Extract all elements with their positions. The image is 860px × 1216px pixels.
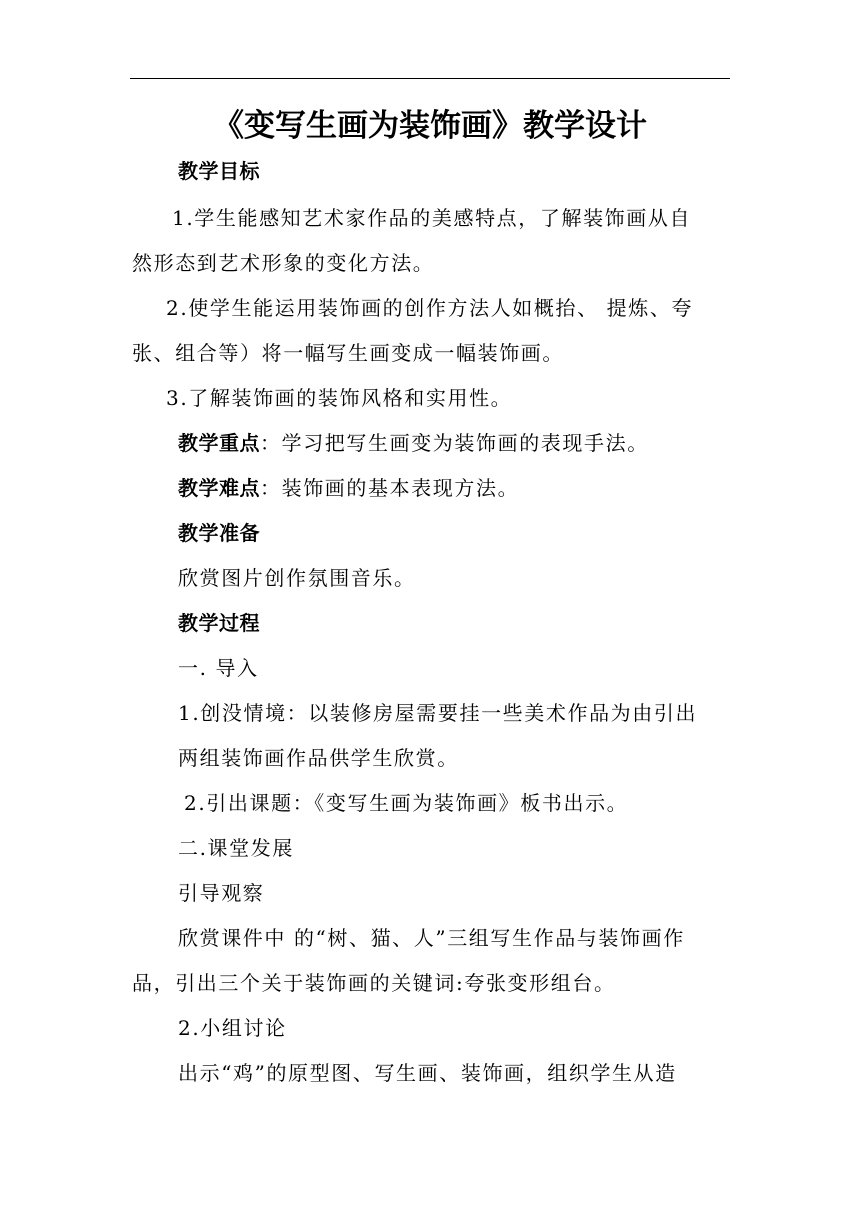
difficulty-label: 教学难点 [178, 476, 260, 500]
group-discussion: 2.小组讨论 [178, 1016, 287, 1040]
section-1-heading: 一. 导入 [178, 656, 259, 680]
objective-2-line-2: 张、组合等）将一幅写生画变成一幅装饰画。 [132, 341, 564, 365]
step-1-line-1: 1.创没情境：以装修房屋需要挂一些美术作品为由引出 [178, 701, 698, 725]
document-title: 《变写生画为装饰画》教学设计 [213, 108, 647, 144]
process-heading: 教学过程 [178, 611, 260, 635]
header-rule [130, 78, 730, 79]
section-2-heading: 二.课堂发展 [178, 836, 294, 860]
key-point-text: ：学习把写生画变为装饰画的表现手法。 [260, 431, 649, 455]
key-point-label: 教学重点 [178, 431, 260, 455]
key-point [178, 428, 649, 458]
objective-2-line-1: 2.使学生能运用装饰画的创作方法人如概抬、 提炼、夸 [166, 296, 694, 320]
guide-heading: 引导观察 [178, 881, 265, 905]
preparation-text: 欣赏图片创作氛围音乐。 [178, 566, 416, 590]
difficulty-text: ：装饰画的基本表现方法。 [260, 476, 520, 500]
appreciate-line-2: 品，引出三个关于装饰画的关键词:夸张变形组台。 [132, 971, 616, 995]
objectives-heading: 教学目标 [178, 159, 260, 183]
preparation-heading: 教学准备 [178, 521, 260, 545]
objective-1-line-1: 1.学生能感知艺术家作品的美感特点，了解装饰画从自 [172, 206, 692, 230]
appreciate-line-1: 欣赏课件中 的“树、猫、人”三组写生作品与装饰画作 [178, 926, 685, 950]
show-line: 出示“鸡”的原型图、写生画、装饰画，组织学生从造 [178, 1061, 677, 1085]
step-1-line-2: 两组装饰画作品供学生欣赏。 [178, 746, 459, 770]
objective-1-line-2: 然形态到艺术形象的变化方法。 [132, 251, 435, 275]
step-2: 2.引出课题：《变写生画为装饰画》板书出示。 [184, 791, 629, 815]
objective-3: 3.了解装饰画的装饰风格和实用性。 [166, 386, 513, 410]
difficulty [178, 473, 519, 503]
